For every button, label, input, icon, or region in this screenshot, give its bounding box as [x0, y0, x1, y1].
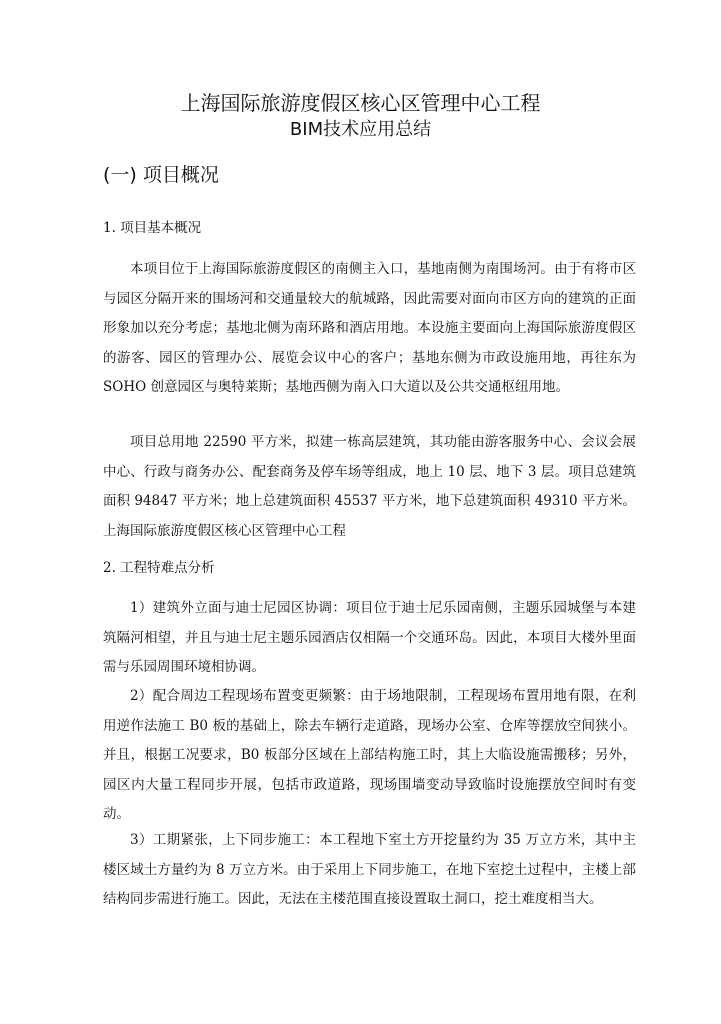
paragraph-difficulty-1: 1）建筑外立面与迪士尼园区协调：项目位于迪士尼乐园南侧，主题乐园城堡与本建筑隔河相望，并且与迪士尼主题乐园酒店仅相隔一个交通环岛。因此，本项目大楼外里面需与乐园周围环境相协调。	[103, 600, 636, 675]
paragraph-difficulty-2: 2）配合周边工程现场布置变更频繁：由于场地限制，工程现场布置用地有限，在利用逆作法施工 B0 板的基础上，除去车辆行走道路，现场办公室、仓库等摆放空间狭小。并且，根据工况要求，B0 板部分区域在上部结构施工时，其上大临设施需搬移；另外，园区内大量工程同步开展，包括市政道路，现场围墙变动导致临时设施摆放空间时有变动。	[103, 688, 636, 822]
section-heading: (一) 项目概况	[103, 164, 219, 186]
document-title: 上海国际旅游度假区核心区管理中心工程	[180, 91, 541, 115]
subsection-heading-1: 1. 项目基本概况	[103, 220, 202, 236]
document-subtitle: BIM技术应用总结	[289, 119, 432, 140]
paragraph-location: 本项目位于上海国际旅游度假区的南侧主入口，基地南侧为南围场河。由于有将市区与园区分隔开来的围场河和交通量较大的航城路，因此需要对面向市区方向的建筑的正面形象加以充分考虑；基地北侧为南环路和酒店用地。本设施主要面向上海国际旅游度假区的游客、园区的管理办公、展览会议中心的客户；基地东侧为市政设施用地，再往东为 SOHO 创意园区与奥特莱斯；基地西侧为南入口大道以及公共交通枢纽用地。	[103, 261, 636, 395]
paragraph-difficulty-3: 3）工期紧张，上下同步施工：本工程地下室土方开挖量约为 35 万立方米，其中主楼区域土方量约为 8 万立方米。由于采用上下同步施工，在地下室挖土过程中，主楼上部结构同步需进行施工。因此，无法在主楼范围直接设置取土洞口，挖土难度相当大。	[103, 832, 636, 907]
subsection-heading-2: 2. 工程特难点分析	[103, 560, 215, 576]
paragraph-area: 项目总用地 22590 平方米，拟建一栋高层建筑，其功能由游客服务中心、会议会展中心、行政与商务办公、配套商务及停车场等组成，地上 10 层、地下 3 层。项目总建筑面积 94847 平方米；地上总建筑面积 45537 平方米，地下总建筑面积 49310 平方米。上海国际旅游度假区核心区管理中心工程	[103, 434, 636, 539]
